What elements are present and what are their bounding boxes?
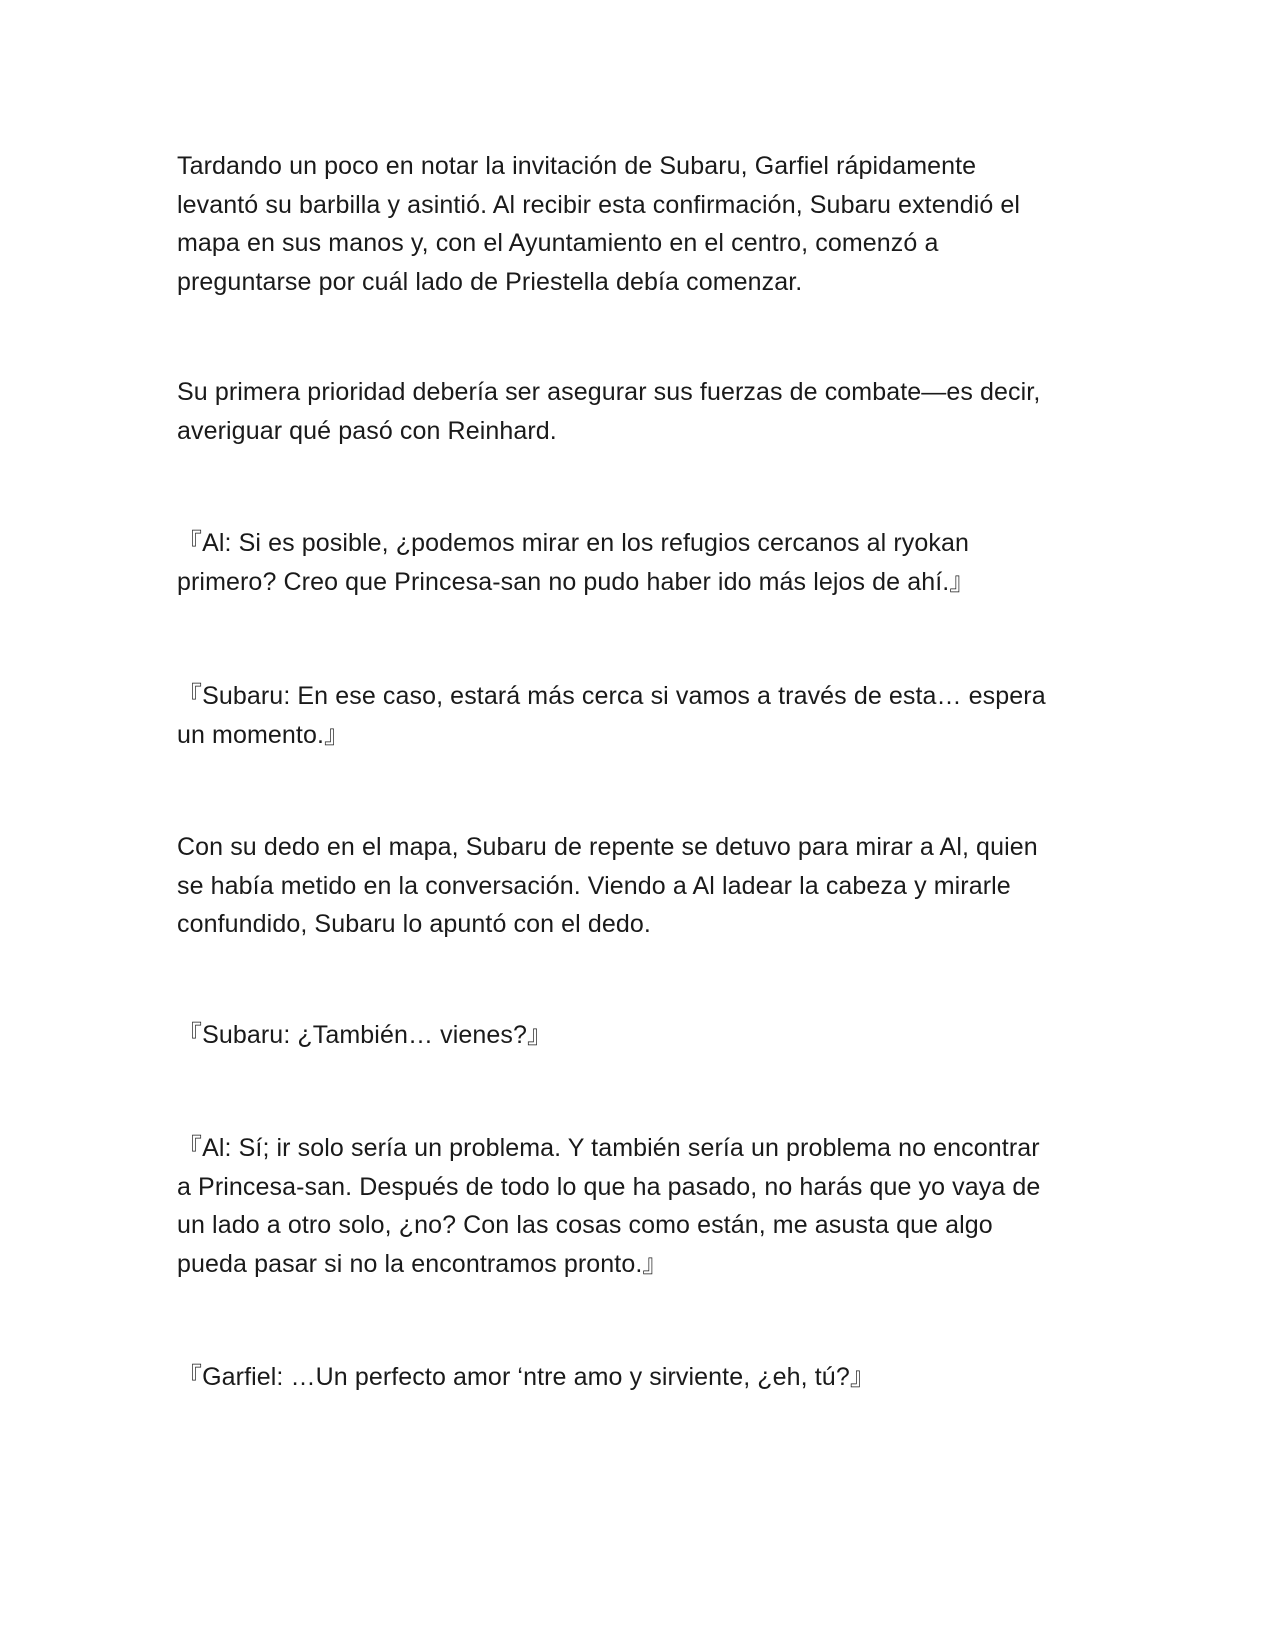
dialogue-paragraph: [177, 1016, 1107, 1055]
text-line: pueda pasar si no la encontramos pronto.』: [177, 1249, 668, 1278]
dialogue-paragraph: [177, 1129, 1107, 1283]
text-line: 『Al: Si es posible, ¿podemos mirar en los refugios cercanos al ryokan: [177, 529, 969, 557]
narration-paragraph: [177, 373, 1107, 450]
text-line: levantó su barbilla y asintió. Al recibir esta confirmación, Subaru extendió el: [177, 190, 1021, 219]
text-line: 『Al: Sí; ir solo sería un problema. Y también sería un problema no encontrar: [177, 1134, 1040, 1162]
text-line: averiguar qué pasó con Reinhard.: [177, 416, 557, 445]
dialogue-paragraph: [177, 524, 1107, 601]
text-line: primero? Creo que Princesa-san no pudo haber ido más lejos de ahí.』: [177, 567, 975, 596]
text-line: 『Subaru: ¿También… vienes?』: [177, 1021, 553, 1049]
text-line: Su primera prioridad debería ser asegurar sus fuerzas de combate—es decir,: [177, 378, 1041, 406]
dialogue-paragraph: [177, 1358, 1107, 1397]
narration-paragraph: [177, 828, 1107, 944]
text-line: un momento.』: [177, 720, 350, 749]
text-line: un lado a otro solo, ¿no? Con las cosas como están, me asusta que algo: [177, 1211, 993, 1239]
text-line: 『Garfiel: …Un perfecto amor ‘ntre amo y sirviente, ¿eh, tú?』: [177, 1363, 875, 1391]
text-line: Con su dedo en el mapa, Subaru de repente se detuvo para mirar a Al, quien: [177, 833, 1038, 861]
text-line: 『Subaru: En ese caso, estará más cerca si vamos a través de esta… espera: [177, 682, 1046, 710]
text-line: Tardando un poco en notar la invitación de Subaru, Garfiel rápidamente: [177, 152, 977, 180]
dialogue-paragraph: [177, 677, 1107, 754]
text-line: se había metido en la conversación. Viendo a Al ladear la cabeza y mirarle: [177, 871, 1011, 900]
text-line: preguntarse por cuál lado de Priestella debía comenzar.: [177, 267, 803, 296]
text-line: mapa en sus manos y, con el Ayuntamiento en el centro, comenzó a: [177, 229, 939, 257]
narration-paragraph: [177, 147, 1107, 301]
text-line: confundido, Subaru lo apuntó con el dedo.: [177, 910, 651, 938]
text-line: a Princesa-san. Después de todo lo que ha pasado, no harás que yo vaya de: [177, 1172, 1041, 1201]
